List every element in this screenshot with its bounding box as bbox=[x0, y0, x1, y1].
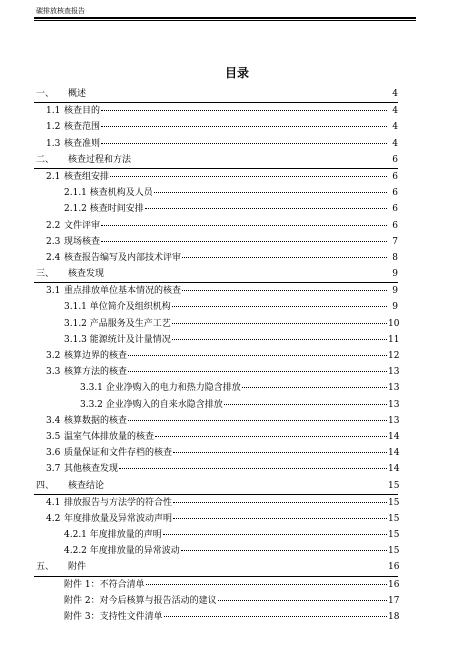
toc-entry[interactable] bbox=[34, 397, 398, 413]
toc-entry-page: 13 bbox=[388, 399, 400, 410]
toc-entry-number: 2.3 bbox=[46, 236, 61, 247]
table-of-contents bbox=[34, 86, 398, 625]
toc-entry-title: 核查目的 bbox=[64, 106, 101, 117]
toc-entry-number: 3.2 bbox=[46, 351, 61, 361]
toc-entry-number: 四、 bbox=[36, 480, 55, 491]
toc-entry-number: 4.1 bbox=[46, 497, 61, 508]
toc-entry[interactable] bbox=[34, 332, 398, 348]
toc-entry[interactable] bbox=[34, 511, 398, 527]
toc-entry-title: 3.1.2 产品服务及生产工艺 bbox=[64, 318, 171, 329]
toc-entry-title: 核查过程和方法 bbox=[68, 154, 132, 165]
toc-leader-dots bbox=[173, 518, 387, 519]
toc-leader-dots bbox=[172, 339, 387, 340]
toc-leader-dots bbox=[110, 176, 387, 177]
toc-entry[interactable] bbox=[34, 593, 398, 609]
toc-leader-dots bbox=[101, 110, 387, 111]
toc-entry-page: 17 bbox=[388, 595, 400, 606]
toc-entry[interactable] bbox=[34, 380, 398, 396]
toc-entry-number: 3.6 bbox=[46, 448, 61, 459]
toc-entry-title: 核查准则 bbox=[64, 138, 101, 149]
toc-entry-page: 4 bbox=[392, 138, 398, 149]
toc-entry-page: 15 bbox=[388, 497, 400, 508]
toc-entry-title: 附件 bbox=[68, 562, 87, 573]
toc-entry-title: 3.1.1 单位简介及组织机构 bbox=[64, 302, 171, 313]
toc-entry-title: 重点排放单位基本情况的核查 bbox=[64, 286, 182, 297]
toc-entry[interactable] bbox=[34, 348, 398, 364]
toc-entry[interactable] bbox=[34, 559, 398, 576]
toc-entry-page: 6 bbox=[392, 188, 398, 199]
toc-entry-number: 2.2 bbox=[46, 220, 61, 231]
toc-entry[interactable] bbox=[34, 299, 398, 315]
toc-entry-page: 4 bbox=[392, 122, 398, 133]
toc-entry[interactable] bbox=[34, 250, 398, 266]
toc-entry-title: 其他核查发现 bbox=[64, 464, 119, 475]
toc-entry-title: 质量保证和文件存档的核查 bbox=[64, 448, 173, 459]
toc-entry-number: 3.4 bbox=[46, 415, 61, 426]
toc-entry-title: 附件 1：不符合清单 bbox=[64, 579, 145, 590]
toc-entry-page: 15 bbox=[388, 513, 400, 524]
toc-entry-page: 4 bbox=[392, 89, 398, 99]
toc-entry[interactable] bbox=[34, 478, 398, 495]
toc-entry-number: 一、 bbox=[36, 89, 55, 99]
toc-leader-dots bbox=[155, 436, 387, 437]
toc-entry-page: 15 bbox=[388, 530, 400, 541]
toc-entry-number: 3.5 bbox=[46, 431, 61, 442]
toc-entry[interactable] bbox=[34, 364, 398, 380]
toc-entry-page: 13 bbox=[388, 415, 400, 426]
toc-entry-number: 2.4 bbox=[46, 252, 61, 263]
toc-entry-title: 文件评审 bbox=[64, 220, 101, 231]
toc-entry-title: 附件 3：支持性文件清单 bbox=[64, 612, 163, 622]
toc-leader-dots bbox=[119, 468, 387, 469]
toc-leader-dots bbox=[164, 616, 387, 617]
header-rule bbox=[34, 17, 416, 19]
toc-entry-page: 6 bbox=[392, 171, 398, 182]
toc-entry[interactable] bbox=[34, 103, 398, 119]
toc-leader-dots bbox=[101, 241, 387, 242]
toc-entry-title: 概述 bbox=[68, 89, 87, 99]
toc-entry-title: 核查组安排 bbox=[64, 171, 110, 182]
toc-entry-title: 年度排放量及异常波动声明 bbox=[64, 513, 173, 524]
toc-entry[interactable] bbox=[34, 495, 398, 511]
toc-entry-title: 核算边界的核查 bbox=[64, 351, 128, 361]
toc-entry-title: 核查结论 bbox=[68, 480, 105, 491]
toc-leader-dots bbox=[182, 257, 387, 258]
toc-entry-title: 3.3.1 企业净购入的电力和热力隐含排放 bbox=[80, 383, 241, 394]
toc-entry-title: 附件 2：对今后核算与报告活动的建议 bbox=[64, 595, 217, 606]
toc-entry[interactable] bbox=[34, 119, 398, 135]
toc-entry-number: 3.3 bbox=[46, 367, 61, 378]
toc-leader-dots bbox=[145, 208, 387, 209]
toc-leader-dots bbox=[101, 126, 387, 127]
toc-entry-page: 13 bbox=[388, 367, 400, 378]
toc-entry[interactable] bbox=[34, 234, 398, 250]
toc-entry[interactable] bbox=[34, 413, 398, 429]
toc-entry-title: 3.3.2 企业净购入的自来水隐含排放 bbox=[80, 399, 223, 410]
toc-entry-page: 13 bbox=[388, 383, 400, 394]
toc-entry[interactable] bbox=[34, 429, 398, 445]
toc-entry-page: 4 bbox=[392, 106, 398, 117]
toc-entry-number: 2.1 bbox=[46, 171, 61, 182]
toc-entry-title: 2.1.2 核查时间安排 bbox=[64, 204, 144, 215]
toc-entry-page: 18 bbox=[388, 612, 400, 622]
toc-entry-title: 核算数据的核查 bbox=[64, 415, 128, 426]
toc-entry-page: 16 bbox=[388, 579, 400, 590]
toc-entry-page: 8 bbox=[392, 252, 398, 263]
toc-entry[interactable] bbox=[34, 283, 398, 299]
toc-entry-page: 14 bbox=[388, 464, 400, 475]
toc-entry[interactable] bbox=[34, 577, 398, 593]
toc-entry-title: 温室气体排放量的核查 bbox=[64, 431, 155, 442]
toc-leader-dots bbox=[128, 371, 387, 372]
toc-leader-dots bbox=[172, 306, 387, 307]
toc-entry-page: 14 bbox=[388, 431, 400, 442]
toc-entry-page: 12 bbox=[388, 351, 400, 361]
toc-leader-dots bbox=[163, 534, 387, 535]
toc-entry-page: 6 bbox=[392, 220, 398, 231]
toc-entry-page: 14 bbox=[388, 448, 400, 459]
toc-entry-page: 9 bbox=[392, 286, 398, 297]
toc-entry[interactable] bbox=[34, 445, 398, 461]
toc-heading: 目录 bbox=[224, 66, 249, 80]
toc-entry-number: 三、 bbox=[36, 269, 55, 280]
toc-entry-number: 1.3 bbox=[46, 138, 61, 149]
toc-leader-dots bbox=[181, 550, 387, 551]
toc-entry-page: 11 bbox=[388, 334, 400, 345]
toc-entry[interactable] bbox=[34, 86, 398, 103]
toc-entry[interactable] bbox=[34, 527, 398, 543]
toc-entry-number: 1.1 bbox=[46, 106, 61, 117]
toc-entry-number: 3.7 bbox=[46, 464, 61, 475]
toc-entry[interactable] bbox=[34, 609, 398, 625]
toc-entry[interactable] bbox=[34, 152, 398, 169]
toc-leader-dots bbox=[101, 143, 387, 144]
toc-leader-dots bbox=[173, 502, 387, 503]
toc-entry-title: 核查范围 bbox=[64, 122, 101, 133]
toc-entry-number: 五、 bbox=[36, 562, 55, 573]
toc-entry-title: 3.1.3 能源统计及计量情况 bbox=[64, 334, 171, 345]
toc-entry-page: 6 bbox=[392, 154, 398, 165]
toc-entry-number: 二、 bbox=[36, 154, 55, 165]
toc-entry[interactable] bbox=[34, 316, 398, 332]
toc-entry-title: 核查发现 bbox=[68, 269, 105, 280]
toc-leader-dots bbox=[146, 584, 387, 585]
toc-entry-page: 16 bbox=[388, 562, 400, 573]
toc-entry[interactable] bbox=[34, 185, 398, 201]
toc-leader-dots bbox=[218, 600, 387, 601]
toc-entry-number: 3.1 bbox=[46, 286, 61, 297]
toc-leader-dots bbox=[172, 323, 387, 324]
toc-leader-dots bbox=[101, 225, 387, 226]
toc-leader-dots bbox=[128, 420, 387, 421]
toc-leader-dots bbox=[128, 355, 387, 356]
toc-leader-dots bbox=[173, 452, 387, 453]
toc-entry-page: 6 bbox=[392, 204, 398, 215]
toc-leader-dots bbox=[224, 404, 387, 405]
toc-leader-dots bbox=[154, 192, 387, 193]
running-header: 碳排放核查报告 bbox=[36, 7, 85, 15]
toc-entry-page: 15 bbox=[388, 480, 400, 491]
toc-entry[interactable] bbox=[34, 218, 398, 234]
toc-entry[interactable] bbox=[34, 543, 398, 559]
toc-entry-title: 2.1.1 核查机构及人员 bbox=[64, 188, 153, 199]
toc-entry-title: 现场核查 bbox=[64, 236, 101, 247]
toc-entry-page: 9 bbox=[392, 302, 398, 313]
toc-entry-page: 10 bbox=[388, 318, 400, 329]
toc-entry-page: 7 bbox=[392, 236, 398, 247]
toc-leader-dots bbox=[242, 387, 387, 388]
toc-leader-dots bbox=[182, 290, 387, 291]
toc-entry[interactable] bbox=[34, 201, 398, 217]
toc-entry[interactable] bbox=[34, 136, 398, 152]
toc-entry[interactable] bbox=[34, 461, 398, 477]
toc-entry-title: 4.2.1 年度排放量的声明 bbox=[64, 530, 162, 541]
toc-entry-title: 4.2.2 年度排放量的异常波动 bbox=[64, 546, 180, 557]
toc-entry-page: 15 bbox=[388, 546, 400, 557]
toc-entry-number: 1.2 bbox=[46, 122, 61, 133]
toc-entry-page: 9 bbox=[392, 269, 398, 280]
toc-entry-title: 核查报告编写及内部技术评审 bbox=[64, 252, 182, 263]
toc-entry[interactable] bbox=[34, 169, 398, 185]
toc-entry-title: 核算方法的核查 bbox=[64, 367, 128, 378]
toc-entry-number: 4.2 bbox=[46, 513, 61, 524]
header-rule-thin bbox=[34, 20, 416, 21]
toc-entry-title: 排放报告与方法学的符合性 bbox=[64, 497, 173, 508]
toc-entry[interactable] bbox=[34, 266, 398, 283]
